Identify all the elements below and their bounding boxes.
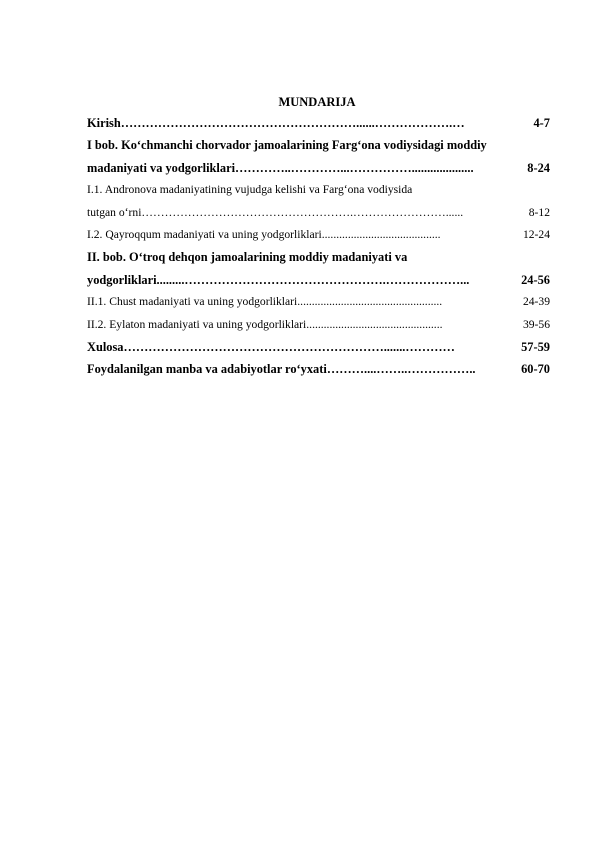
toc-page-number: 24-56 [521,272,550,287]
toc-leader-dots: ……………………………………………….……………………...... [141,205,464,219]
toc-entry-text: II. bob. O‘troq dehqon jamoalarining moddiy madaniyati va [87,250,408,265]
toc-entry-text: II.2. Eylaton madaniyati va uning yodgorliklari [87,317,307,331]
table-of-contents [87,112,550,381]
toc-title: MUNDARIJA [278,95,356,109]
toc-page-number: 60-70 [521,362,550,377]
toc-leader-dots: …………………………………………………......……………….… [120,116,465,130]
toc-entry-bibliography [87,358,550,380]
toc-entry-text: yodgorliklari [87,272,157,287]
toc-leader-dots: ............................................... [306,317,443,331]
toc-entry-chapter-2-line-2 [87,269,550,291]
toc-page-number: 12-24 [522,227,550,241]
toc-entry-section-1-1-line-1 [87,179,550,201]
toc-page-number: 8-24 [527,160,550,175]
toc-page-number: 57-59 [521,339,550,354]
toc-entry-chapter-2-line-1 [87,246,550,268]
toc-entry-text: II.1. Chust madaniyati va uning yodgorliklari [87,295,298,309]
toc-entry-text: Kirish [87,116,121,130]
toc-page-number: 8-12 [528,205,550,219]
toc-entry-chapter-1-line-2 [87,157,550,179]
toc-leader-dots: …………..…………...…………….................... [235,160,474,175]
toc-leader-dots: ……………………………………………………….......………… [123,339,455,354]
toc-page-number: 4-7 [533,116,550,130]
toc-entry-kirish [87,112,550,134]
toc-entry-section-1-2 [87,224,550,246]
toc-entry-section-2-2 [87,314,550,336]
toc-entry-text: Xulosa [87,339,124,354]
toc-entry-text: I.2. Qayroqqum madaniyati va uning yodgorliklari [87,227,322,241]
toc-entry-xulosa [87,336,550,358]
toc-leader-dots: .................................................. [297,295,443,309]
toc-entry-text: I bob. Ko‘chmanchi chorvador jamoalarining Farg‘ona vodiysidagi moddiy [87,138,487,153]
toc-entry-chapter-1-line-1 [87,134,550,156]
toc-entry-section-1-1-line-2 [87,202,550,224]
toc-leader-dots: ......................................... [321,227,441,241]
toc-leader-dots: .........………………………………………….………………... [156,272,470,287]
toc-entry-text: tutgan o‘rni [87,205,142,219]
toc-page-number: 24-39 [522,295,550,309]
toc-entry-text: madaniyati va yodgorliklari [87,160,236,175]
toc-entry-section-2-1 [87,291,550,313]
toc-leader-dots: ………....……..…………….. [326,362,476,377]
toc-entry-text: Foydalanilgan manba va adabiyotlar ro‘yxati [87,362,327,377]
toc-page-number: 39-56 [522,317,550,331]
toc-entry-text: I.1. Andronova madaniyatining vujudga kelishi va Farg‘ona vodiysida [87,183,413,197]
